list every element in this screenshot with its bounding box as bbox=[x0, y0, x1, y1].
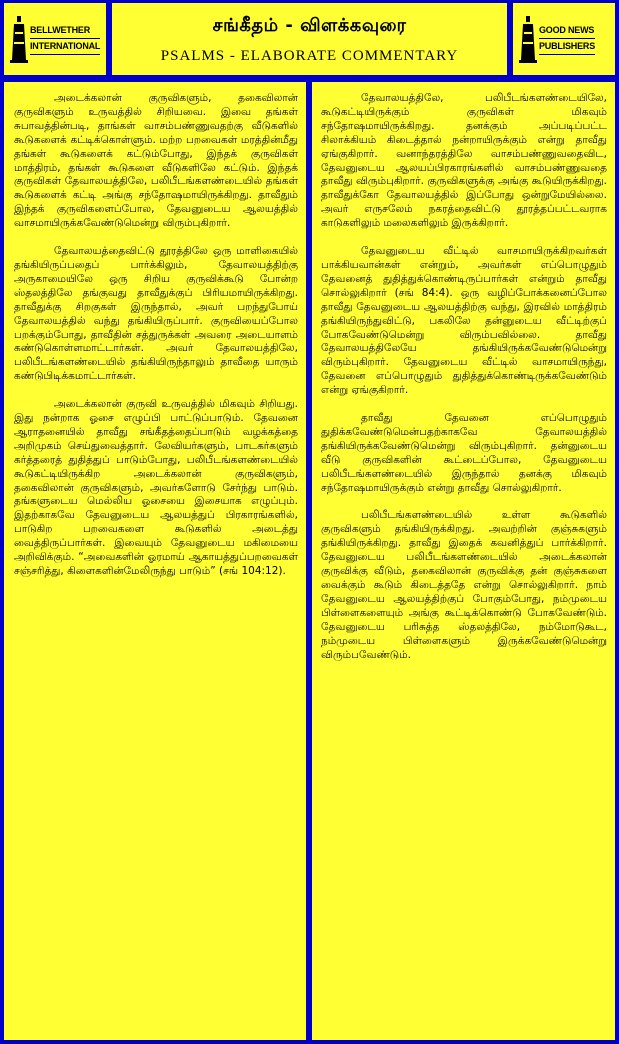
logo-right-line1: GOOD NEWS bbox=[539, 23, 595, 39]
paragraph: பலிபீடங்களண்டையில் உள்ள கூடுகளில் குருவிகளும் தங்கியிருக்கிறது. அவற்றின் குஞ்சுகளும் தங்கியிருக்கிறது. தாவீது இதைக் கவனித்துப் பார்க்கிறார். தேவனுடைய பலிபீடங்களண்டையில் அடைக்கலான் குருவிக்கு வீடும், தகைவிலான் குருவிக்கு தன் குஞ்சுகளை வைக்கும் கூடும் கிடைத்ததே என்று சொல்லுகிறார். நாம் தேவனுடைய ஆலயத்திற்குப் போகும்போது, நம்முடைய பிள்ளைகளையும் அங்கு கூட்டிக்கொண்டு போகவேண்டும். தேவனுடைய பரிசுத்த ஸ்தலத்திலே, நம்மோடுகூட, நம்முடைய பிள்ளைகளும் இருக்கவேண்டுமென்று விரும்பவேண்டும். bbox=[321, 509, 607, 661]
paragraph: தேவாலயத்தைவிட்டு தூரத்திலே ஒரு மாளிகையில் தங்கியிருப்பதைப் பார்க்கிலும், தேவாலயத்திற்கு அருகாமையிலே ஒரு சிறிய குருவிக்கூடு போன்ற ஸ்தலத்திலே தங்குவது தாவீதுக்குப் பிரியமாயிருக்கிறது. தாவீதுக்கு சிறகுகள் இருந்தால், அவர் பறந்துபோய் தேவாலயத்தில் வந்து தங்கியிருப்பார். குருவியைப்போல பறக்கும்போது, தாவீதின் சத்துருக்கள் அவரை அடையாளம் கண்டுகொள்ளமாட்டார்கள். அவர் தேவாலயத்திலே, பலிபீடங்களண்டையில் தங்கியிருந்தாலும் தாவீதை யாரும் கண்டுபிடிக்கமாட்டார்கள். bbox=[14, 245, 298, 383]
lighthouse-icon bbox=[8, 14, 30, 64]
left-text-column bbox=[4, 82, 306, 1040]
title-tamil: சங்கீதம் - விளக்கவுரை bbox=[212, 15, 407, 36]
title-banner bbox=[112, 3, 507, 75]
right-text-column bbox=[312, 82, 615, 1040]
logo-left-line2: INTERNATIONAL bbox=[30, 39, 100, 55]
bellwether-logo bbox=[4, 3, 106, 75]
good-news-publishers-logo bbox=[513, 3, 615, 75]
paragraph: தாவீது தேவனை எப்பொழுதும் துதிக்கவேண்டுமென்பதற்காகவே தேவாலயத்தில் தங்கியிருக்கவேண்டுமென்று விரும்புகிறார். தன்னுடைய வீடு குருவிகளின் கூட்டைப்போல, தேவனுடைய பலிபீடங்களண்டையில் இருந்தால் தனக்கு மிகவும் சந்தோஷமாயிருக்கும் என்று தாவீது சொல்லுகிறார். bbox=[321, 412, 607, 494]
logo-right-line2: PUBLISHERS bbox=[539, 39, 595, 55]
paragraph: அடைக்கலான் குருவி உருவத்தில் மிகவும் சிறியது. இது நன்றாக ஓசை எழுப்பி பாட்டுப்பாடும். தேவனை ஆராதனையில் தாவீது சங்கீதத்தைப்பாடும் வழக்கத்தை அறிமுகம் செய்துவைத்தார். லேவியர்களும், பாடகர்களும் கர்த்தரைத் துதித்துப் பாடும்போது, பலிபீடங்களண்டையில் கூடுகட்டியிருக்கிற அடைக்கலான் குருவிகளும், தகைவிலான் குருவிகளும், அவர்களோடு சேர்ந்து பாடும். தங்களுடைய மெல்லிய ஓசையை இசையாக எழுப்பும். இதற்காகவே தேவனுடைய ஆலயத்துப் பிரகாரங்களில், பாடுகிற பறவைகளை கூடுகளில் அடைத்து வைத்திருப்பார்கள். இவையும் தேவனுடைய மகிமையை அறிவிக்கும். “அவைகளின் ஓரமாய் ஆகாயத்துப்பறவைகள் சஞ்சரித்து, கிளைகளின்மேலிருந்து பாடும்” (சங் 104:12). bbox=[14, 398, 298, 577]
lighthouse-icon bbox=[517, 14, 539, 64]
paragraph: தேவனுடைய வீட்டில் வாசமாயிருக்கிறவர்கள் பாக்கியவான்கள் என்றும், அவர்கள் எப்பொழுதும் தேவனைத் துதித்துக்கொண்டிருப்பார்கள் என்றும் தாவீது சொல்லுகிறார் (சங் 84:4). ஒரு வழிப்போக்கனைப்போல தாவீது தேவனுடைய ஆலயத்திற்கு வந்து, இரவில் மாத்திரம் தங்கியிருந்துவிட்டு, பகலிலே தன்னுடைய வீட்டிற்குப் போகவேண்டுமென்று விரும்பவில்லை. தாவீது தேவாலயத்திலேயே தங்கியிருக்கவேண்டுமென்று விரும்புகிறார். தேவனுடைய வீட்டில் வாசமாயிருந்து, தேவனை எப்பொழுதும் துதித்துக்கொண்டிருக்கவேண்டும் என்று ஏங்குகிறார். bbox=[321, 245, 607, 397]
title-english: PSALMS - ELABORATE COMMENTARY bbox=[160, 48, 459, 64]
paragraph: அடைக்கலான் குருவிகளும், தகைவிலான் குருவிகளும் உருவத்தில் சிறியவை. இவை தங்கள் சுபாவத்தின்படி, தாங்கள் வாசம்பண்ணுவதற்கு வீடுகளில் கூடுகளைக் கட்டிக்கொள்ளும். மற்ற பறவைகள் மரத்தின்மீது தங்கள் கூடுகளைக் கட்டும்போது, இந்தக் குருவிகள் மாத்திரம், தங்கள் கூடுகளை வீடுகளிலே கட்டும். இந்தக் குருவிகள் தேவாலயத்திலே, பலிபீடங்களண்டையில் தங்கள் கூடுகளைக் கட்டி அங்கு சந்தோஷமாயிருக்கிறது. தாவீதும் இந்தக் குருவிகளைப்போல, தேவனுடைய ஆலயத்தில் வாசமாயிருக்கவேண்டுமென்று விரும்புகிறார். bbox=[14, 92, 298, 230]
paragraph: தேவாலயத்திலே, பலிபீடங்களண்டையிலே, கூடுகட்டியிருக்கும் குருவிகள் மிகவும் சந்தோஷமாயிருக்கிறது. தனக்கும் அப்படிப்பட்ட சிலாக்கியம் கிடைத்தால் நன்றாயிருக்கும் என்று தாவீது ஏங்குகிறார். வனாந்தரத்திலே வாசம்பண்ணுவதைவிட, தேவனுடைய ஆலயப்பிரகாரங்களில் வாசம்பண்ணுவதை தாவீது விரும்புகிறார். குருவிகளுக்கு அங்கு கூடுயிருக்கிறது. தாவீதுக்கோ தேவாலயத்தில் இப்போது ஒன்றுமேயில்லை. அவர் எருசலேம் நகரத்தைவிட்டு தூரத்தப்பட்டவராக காடுகளிலும் மலைகளிலும் இருக்கிறார். bbox=[321, 92, 607, 230]
logo-left-line1: BELLWETHER bbox=[30, 23, 100, 39]
